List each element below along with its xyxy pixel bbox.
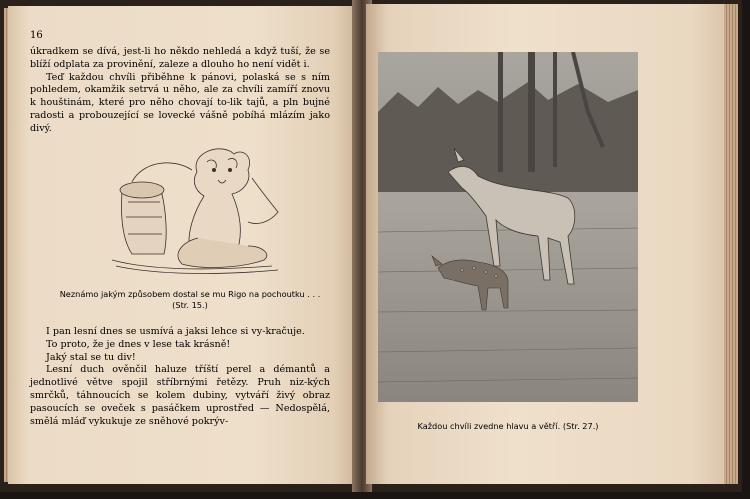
paragraph: To proto, že je dnes v lese tak krásně! — [46, 338, 231, 350]
paragraph: Teď každou chvíli přiběhne k pánovi, polaská se s ním pohledem, okamžik setrvá u něho, ale za chvíli zamíří znovu k houštinám, které pro něho chovají to-lik tajů, a pln bujné radosti a probouzející se lovecké vášně pobíhá mlázím jako divý. — [30, 71, 330, 134]
paragraph: Jaký stal se tu div! — [46, 351, 136, 363]
caption-reference: (Str. 15.) — [172, 300, 208, 310]
paragraph: úkradkem se dívá, jest-li ho někdo nehledá a když tuší, že se blíží odplata za provinění, zaleze a dlouho ho není vidět i. — [30, 46, 330, 70]
plate-caption: Každou chvíli zvedne hlavu a větří. (Str. 27.) — [417, 421, 599, 431]
text-block-bottom — [30, 326, 330, 428]
page-number: 16 — [30, 30, 43, 41]
deer-plate-illustration — [378, 52, 638, 402]
caption-text: Neznámo jakým způsobem dostal se mu Rigo na pochoutku . . . — [59, 289, 321, 299]
paragraph: I pan lesní dnes se usmívá a jaksi lehce si vy-kračuje. — [46, 326, 305, 337]
paragraph: Lesní duch ověnčil haluze tříští perel a démantů a jednotlivé větve spojil stříbrnými řetězy. Pruh niz-kých smrčků, táhnoucích se kolem dubiny, vytváří živý obraz pasoucích se oveček s pasáčkem uprostřed — Nedospělá, smělá mláď vykukuje ze sněhové pokrýv- — [30, 364, 330, 427]
illustration-caption — [30, 289, 350, 311]
right-page-edges — [724, 4, 738, 484]
dog-illustration — [102, 142, 290, 282]
text-block-top — [30, 46, 330, 136]
